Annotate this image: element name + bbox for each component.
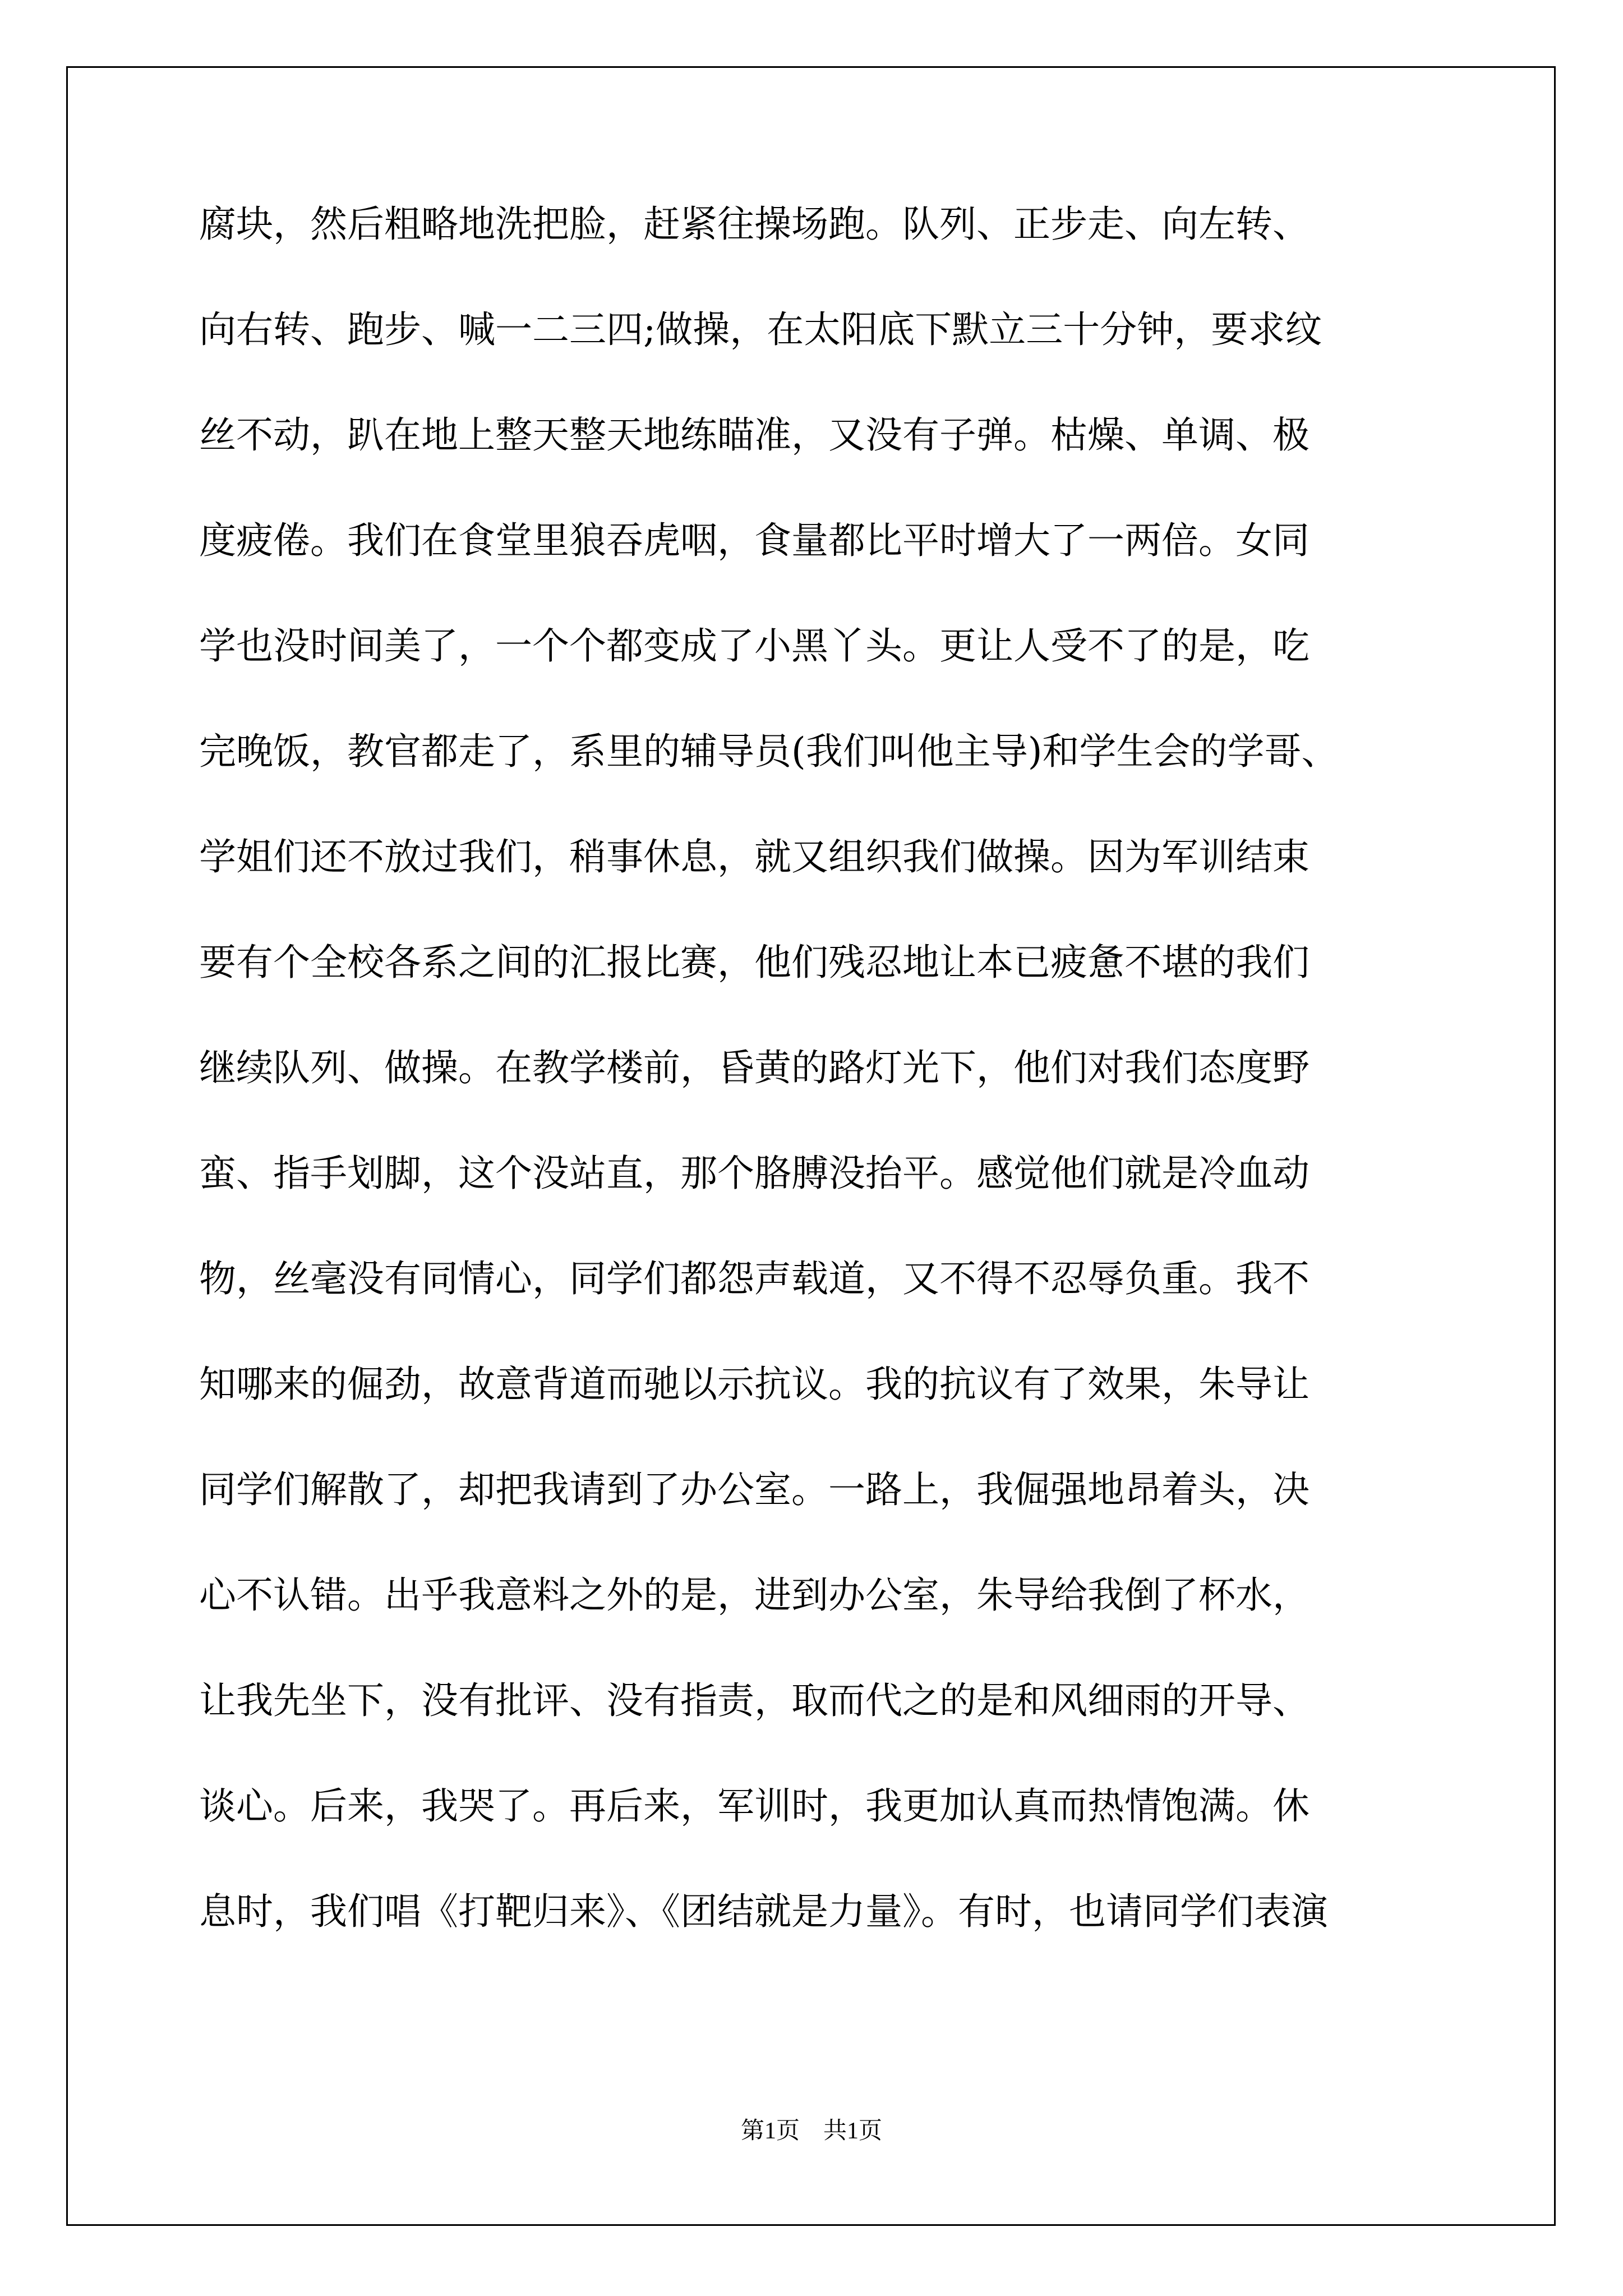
text-line: 让我先坐下，没有批评、没有指责，取而代之的是和风细雨的开导、 <box>199 1679 1310 1722</box>
text-line: 要有个全校各系之间的汇报比赛，他们残忍地让本已疲惫不堪的我们 <box>199 941 1310 984</box>
text-line: 息时，我们唱《打靶归来》、《团结就是力量》。有时，也请同学们表演 <box>199 1890 1328 1933</box>
text-line: 学姐们还不放过我们，稍事休息，就又组织我们做操。因为军训结束 <box>199 835 1310 878</box>
text-line: 物，丝毫没有同情心，同学们都怨声载道，又不得不忍辱负重。我不 <box>199 1257 1310 1300</box>
text-line: 腐块，然后粗略地洗把脸，赶紧往操场跑。队列、正步走、向左转、 <box>199 203 1310 246</box>
text-line: 心不认错。出乎我意料之外的是，进到办公室，朱导给我倒了杯水， <box>199 1573 1310 1617</box>
text-line: 蛮、指手划脚，这个没站直，那个胳膊没抬平。感觉他们就是冷血动 <box>199 1152 1310 1195</box>
text-line: 继续队列、做操。在教学楼前，昏黄的路灯光下，他们对我们态度野 <box>199 1046 1310 1089</box>
text-line: 学也没时间美了，一个个都变成了小黑丫头。更让人受不了的是，吃 <box>199 624 1310 668</box>
text-line: 同学们解散了，却把我请到了办公室。一路上，我倔强地昂着头，决 <box>199 1468 1310 1511</box>
text-line: 向右转、跑步、喊一二三四;做操，在太阳底下默立三十分钟，要求纹 <box>199 308 1322 351</box>
text-line: 度疲倦。我们在食堂里狼吞虎咽，食量都比平时增大了一两倍。女同 <box>199 519 1310 562</box>
page-number-footer: 第1页 共1页 <box>740 2118 882 2144</box>
text-line: 完晚饭，教官都走了，系里的辅导员(我们叫他主导)和学生会的学哥、 <box>199 730 1339 773</box>
text-line: 谈心。后来，我哭了。再后来，军训时，我更加认真而热情饱满。休 <box>199 1784 1310 1828</box>
text-line: 知哪来的倔劲，故意背道而驰以示抗议。我的抗议有了效果，朱导让 <box>199 1363 1310 1406</box>
text-line: 丝不动，趴在地上整天整天地练瞄准，又没有子弹。枯燥、单调、极 <box>199 413 1310 457</box>
